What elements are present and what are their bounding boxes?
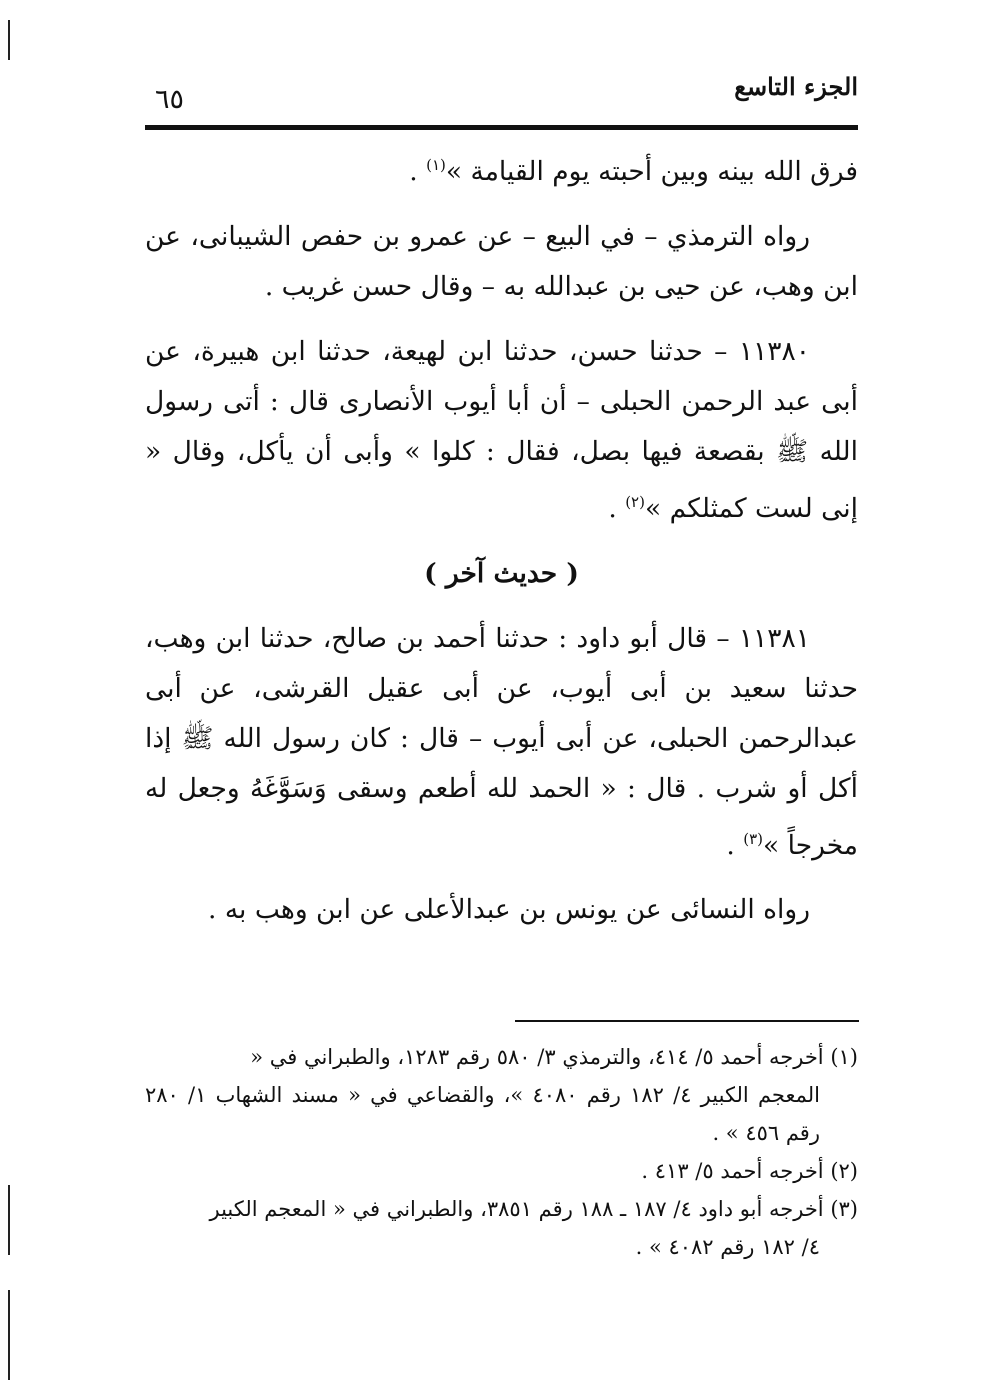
main-text xyxy=(145,140,858,935)
footnote-3: (٣) أخرجه أبو داود ٤/ ١٨٧ ـ ١٨٨ رقم ٣٨٥١، والطبراني في « المعجم الكبير xyxy=(209,1197,858,1221)
footnotes xyxy=(145,1038,858,1266)
header-rule xyxy=(145,125,858,130)
paragraph-narration: رواه النسائى عن يونس بن عبدالأعلى عن ابن وهب به . xyxy=(207,894,810,926)
paragraph-1: فرق الله بينه وبين أحبته يوم القيامة »$^{(١)}$ . xyxy=(409,155,858,187)
scan-edge-mark xyxy=(8,1185,10,1255)
footnote-ref-3: (٣) xyxy=(743,829,763,848)
footnote-ref-1: (١) xyxy=(426,156,446,174)
footnote-1-continued: المعجم الكبير ٤/ ١٨٢ رقم ٤٠٨٠ »، والقضاعي في « مسند الشهاب ١/ ٢٨٠ رقم ٤٥٦ » . xyxy=(145,1083,820,1145)
scan-edge-mark xyxy=(8,20,10,60)
hadith-11380: ١١٣٨٠ – حدثنا حسن، حدثنا ابن لهيعة، حدثنا ابن هبيرة، عن أبى عبد الرحمن الحبلى – أن أبا أيوب الأنصارى قال : أتى رسول الله ﷺ بقصعة فيها بصل، فقال : كلوا » وأبى أن يأكل، وقال « إنى لست كمثلكم »$^{(٢)}$ . xyxy=(145,335,858,524)
part-title: الجزء التاسع xyxy=(734,72,858,101)
scan-edge-mark xyxy=(8,1290,10,1380)
hadith-11381: ١١٣٨١ – قال أبو داود : حدثنا أحمد بن صالح، حدثنا ابن وهب، حدثنا سعيد بن أبى أيوب، عن أبى عقيل القرشى، عن أبى عبدالرحمن الحبلى، عن أبى أيوب – قال : كان رسول الله ﷺ إذا أكل أو شرب . قال : « الحمد لله أطعم وسقى وَسَوَّغَهُ وجعل له مخرجاً »$^{(٣)}$ . xyxy=(145,622,858,861)
footnote-rule xyxy=(515,1020,859,1022)
paragraph-2: رواه الترمذي – في البيع – عن عمرو بن حفص الشيبانى، عن ابن وهب، عن حيى بن عبدالله به – وقال حسن غريب . xyxy=(145,220,858,302)
section-heading: ( حديث آخر ) xyxy=(424,557,579,589)
footnote-3-continued: ٤/ ١٨٢ رقم ٤٠٨٢ » . xyxy=(635,1235,820,1259)
footnote-1: (١) أخرجه أحمد ٥/ ٤١٤، والترمذي ٣/ ٥٨٠ رقم ١٢٨٣، والطبراني في « xyxy=(250,1045,858,1069)
page-header xyxy=(145,68,858,128)
footnote-ref-2: (٢) xyxy=(625,492,645,511)
footnote-2: (٢) أخرجه أحمد ٥/ ٤١٣ . xyxy=(641,1159,858,1183)
page-number: ٦٥ xyxy=(155,84,185,115)
